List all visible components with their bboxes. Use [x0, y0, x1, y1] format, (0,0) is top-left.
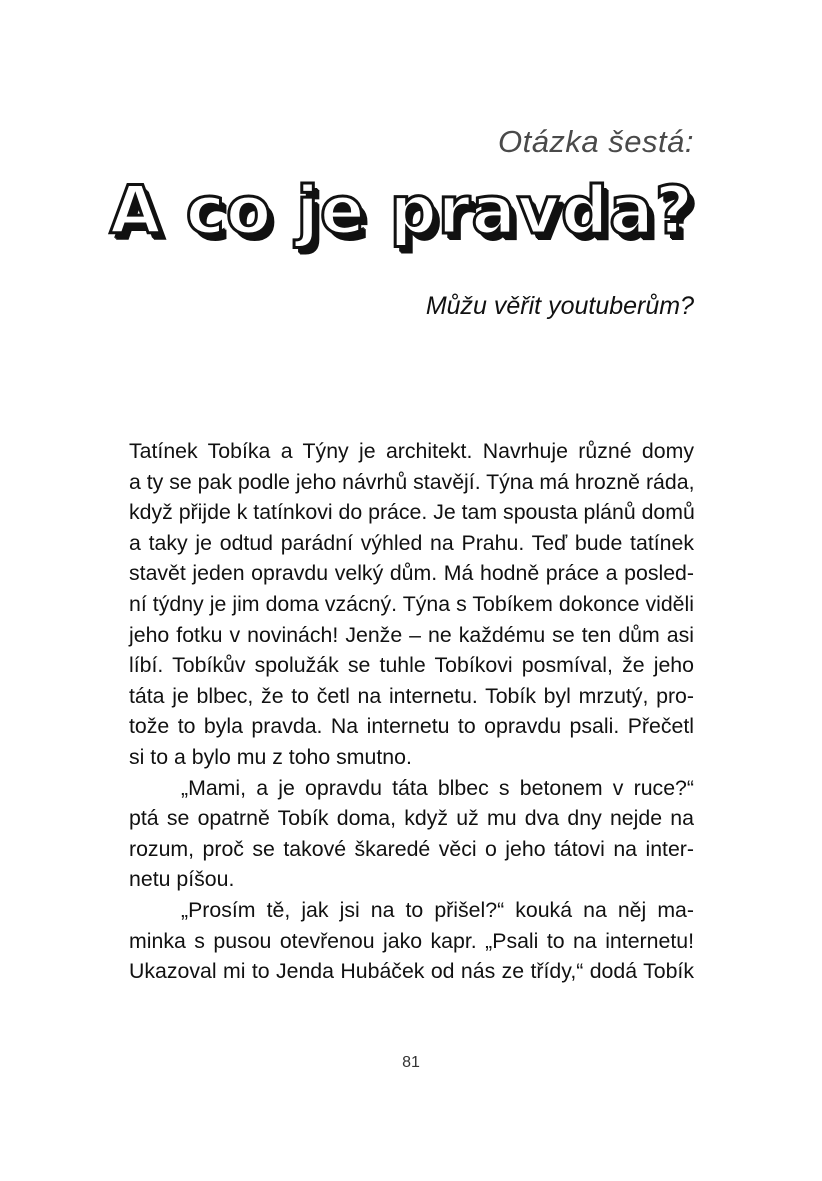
- text-line: minka s pusou otevřenou jako kapr. „Psali to na internetu!: [129, 928, 694, 953]
- text-line: když přijde k tatínkovi do práce. Je tam spousta plánů domů: [129, 500, 695, 525]
- text-line: táta je blbec, že to četl na internetu. Tobík byl mrzutý, pro-: [129, 683, 694, 708]
- text-line: netu píšou.: [129, 867, 235, 892]
- text-line: a taky je odtud parádní výhled na Prahu. Teď bude tatínek: [129, 530, 694, 555]
- text-line: tože to byla pravda. Na internetu to opravdu psali. Přečetl: [129, 714, 694, 739]
- text-line: ptá se opatrně Tobík doma, když už mu dva dny nejde na: [129, 806, 694, 831]
- text-line: stavět jeden opravdu velký dům. Má hodně práce a posled-: [129, 561, 694, 586]
- chapter-subtitle: Můžu věřit youtuberům?: [425, 292, 694, 320]
- chapter-title: A co je pravda?: [109, 172, 694, 249]
- text-line: si to a bylo mu z toho smutno.: [129, 744, 412, 769]
- text-line: ní týdny je jim doma vzácný. Týna s Tobíkem dokonce viděli: [129, 591, 694, 616]
- text-line: rozum, proč se takové škaredé věci o jeho tátovi na inter-: [129, 836, 694, 861]
- text-line: jeho fotku v novinách! Jenže – ne každému se ten dům asi: [129, 622, 694, 647]
- text-line: „Prosím tě, jak jsi na to přišel?“ kouká na něj ma-: [181, 897, 694, 922]
- body-text: [129, 436, 694, 987]
- page-number: 81: [402, 1054, 420, 1071]
- text-line: líbí. Tobíkův spolužák se tuhle Tobíkovi posmíval, že jeho: [129, 653, 694, 678]
- text-line: „Mami, a je opravdu táta blbec s betonem v ruce?“: [181, 775, 694, 800]
- text-line: Ukazoval mi to Jenda Hubáček od nás ze třídy,“ dodá Tobík: [129, 959, 694, 984]
- text-line: a ty se pak podle jeho návrhů stavějí. Týna má hrozně ráda,: [129, 469, 695, 494]
- text-line: Tatínek Tobíka a Týny je architekt. Navrhuje různé domy: [129, 439, 694, 463]
- chapter-label: Otázka šestá:: [497, 124, 694, 159]
